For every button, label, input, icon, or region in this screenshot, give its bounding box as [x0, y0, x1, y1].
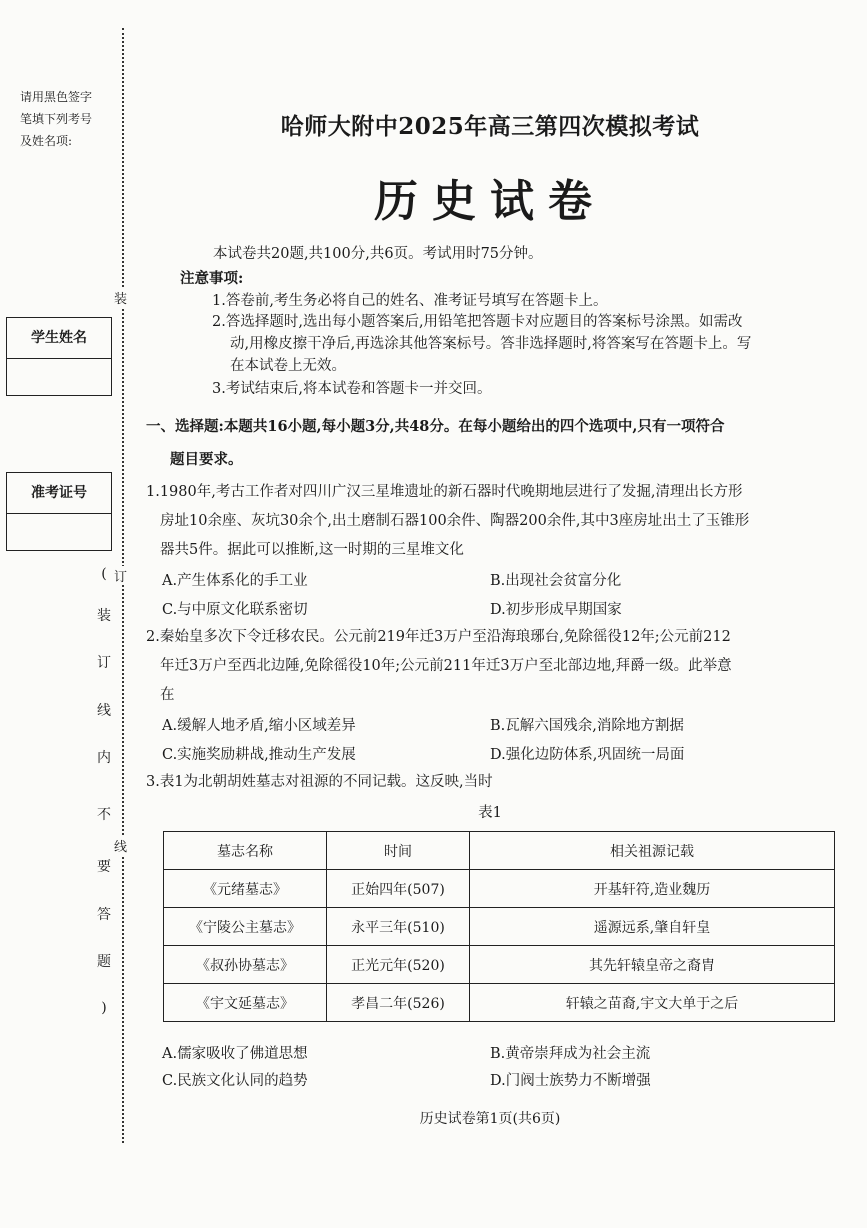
table-cell: 遥源远系,肇自轩皇 [470, 908, 835, 946]
question-1-option-d: D.初步形成早期国家 [490, 602, 622, 618]
student-name-field[interactable] [7, 359, 111, 395]
table-row [164, 946, 835, 984]
binding-mark-zhuang: 装 [114, 288, 127, 307]
table-cell: 轩辕之苗裔,宇文大单于之后 [470, 984, 835, 1022]
question-2-option-c: C.实施奖励耕战,推动生产发展 [162, 747, 356, 763]
exam-id-box [6, 472, 112, 551]
note-item: 1.答卷前,考生务必将自己的姓名、准考证号填写在答题卡上。 [212, 293, 608, 309]
vertical-warning-char: 不 [97, 807, 111, 823]
question-1-stem: 1.1980年,考古工作者对四川广汉三星堆遗址的新石器时代晚期地层进行了发掘,清理出长方形 [146, 484, 743, 500]
table-cell: 正光元年(520) [327, 946, 470, 984]
table-cell: 正始四年(507) [327, 870, 470, 908]
vertical-warning-char: 题 [97, 954, 111, 970]
table-cell: 《宇文延墓志》 [164, 984, 327, 1022]
binding-mark-xian: 线 [114, 836, 127, 855]
student-name-label: 学生姓名 [7, 318, 111, 359]
vertical-warning-char: ) [101, 1000, 107, 1016]
sidebar-instruction-line: 请用黑色签字 [20, 90, 93, 104]
question-2-option-b: B.瓦解六国残余,消除地方割据 [490, 718, 684, 734]
question-2-stem: 年迁3万户至西北边陲,免除徭役10年;公元前211年迁3万户至北部边地,拜爵一级。此举意 [160, 658, 732, 674]
table-row [164, 870, 835, 908]
vertical-warning-char: 装 [97, 608, 111, 624]
exam-summary: 本试卷共20题,共100分,共6页。考试用时75分钟。 [213, 246, 543, 262]
question-3-option-c: C.民族文化认同的趋势 [162, 1073, 308, 1089]
sidebar-instruction-line: 笔填下列考号 [20, 112, 93, 126]
q3-table [163, 831, 835, 1022]
question-2-stem: 2.秦始皇多次下令迁移农民。公元前219年迁3万户至沿海琅琊台,免除徭役12年;公元前212 [146, 629, 731, 645]
exam-title: 哈师大附中2025年高三第四次模拟考试 [280, 113, 700, 140]
binding-mark-ding: 订 [114, 566, 127, 585]
table-row [164, 984, 835, 1022]
question-1-stem: 房址10余座、灰坑30余个,出土磨制石器100余件、陶器200余件,其中3座房址出土了玉锥形 [160, 513, 750, 529]
table-cell: 孝昌二年(526) [327, 984, 470, 1022]
question-1-option-c: C.与中原文化联系密切 [162, 602, 308, 618]
table-header-row [164, 832, 835, 870]
note-item: 3.考试结束后,将本试卷和答题卡一并交回。 [212, 381, 492, 397]
exam-id-field[interactable] [7, 514, 111, 550]
vertical-warning-char: 要 [97, 859, 111, 875]
table-header-cell: 时间 [327, 832, 470, 870]
table-caption: 表1 [478, 805, 502, 821]
question-1-option-b: B.出现社会贫富分化 [490, 573, 622, 589]
question-3-option-a: A.儒家吸收了佛道思想 [162, 1046, 308, 1062]
section-heading: 一、选择题:本题共16小题,每小题3分,共48分。在每小题给出的四个选项中,只有一项符合 [146, 418, 725, 435]
table-row [164, 908, 835, 946]
subject-title: 历史试卷 [374, 176, 606, 227]
question-2-option-a: A.缓解人地矛盾,缩小区域差异 [162, 718, 356, 734]
table-cell: 开基轩符,造业魏历 [470, 870, 835, 908]
question-2-stem: 在 [160, 687, 175, 703]
table-header-cell: 墓志名称 [164, 832, 327, 870]
page-footer: 历史试卷第1页(共6页) [419, 1111, 561, 1127]
note-item: 2.答选择题时,选出每小题答案后,用铅笔把答题卡对应题目的答案标号涂黑。如需改 [212, 314, 743, 330]
binding-dotted-line [122, 28, 124, 1143]
table-header-cell: 相关祖源记载 [470, 832, 835, 870]
question-2-option-d: D.强化边防体系,巩固统一局面 [490, 747, 685, 763]
exam-id-label: 准考证号 [7, 473, 111, 514]
vertical-warning-char: 答 [97, 907, 111, 923]
question-3-option-b: B.黄帝崇拜成为社会主流 [490, 1046, 651, 1062]
table-cell: 《叔孙协墓志》 [164, 946, 327, 984]
vertical-warning-char: 线 [97, 703, 111, 719]
sidebar-instruction-line: 及姓名项: [20, 134, 73, 148]
table-cell: 其先轩辕皇帝之裔胄 [470, 946, 835, 984]
note-item-continued: 在本试卷上无效。 [230, 358, 346, 374]
question-1-option-a: A.产生体系化的手工业 [162, 573, 308, 589]
sidebar-instruction [20, 86, 115, 152]
table-cell: 永平三年(510) [327, 908, 470, 946]
question-3-option-d: D.门阀士族势力不断增强 [490, 1073, 651, 1089]
vertical-warning-char: ( [101, 566, 107, 582]
section-heading-continued: 题目要求。 [170, 451, 243, 468]
table-cell: 《元绪墓志》 [164, 870, 327, 908]
student-name-box [6, 317, 112, 396]
notes-heading: 注意事项: [180, 270, 244, 287]
vertical-warning-char: 订 [97, 655, 111, 671]
vertical-warning-char: 内 [97, 750, 111, 766]
question-1-stem: 器共5件。据此可以推断,这一时期的三星堆文化 [160, 542, 464, 558]
table-cell: 《宁陵公主墓志》 [164, 908, 327, 946]
question-3-stem: 3.表1为北朝胡姓墓志对祖源的不同记载。这反映,当时 [146, 774, 493, 790]
note-item-continued: 动,用橡皮擦干净后,再选涂其他答案标号。答非选择题时,将答案写在答题卡上。写 [230, 336, 752, 352]
